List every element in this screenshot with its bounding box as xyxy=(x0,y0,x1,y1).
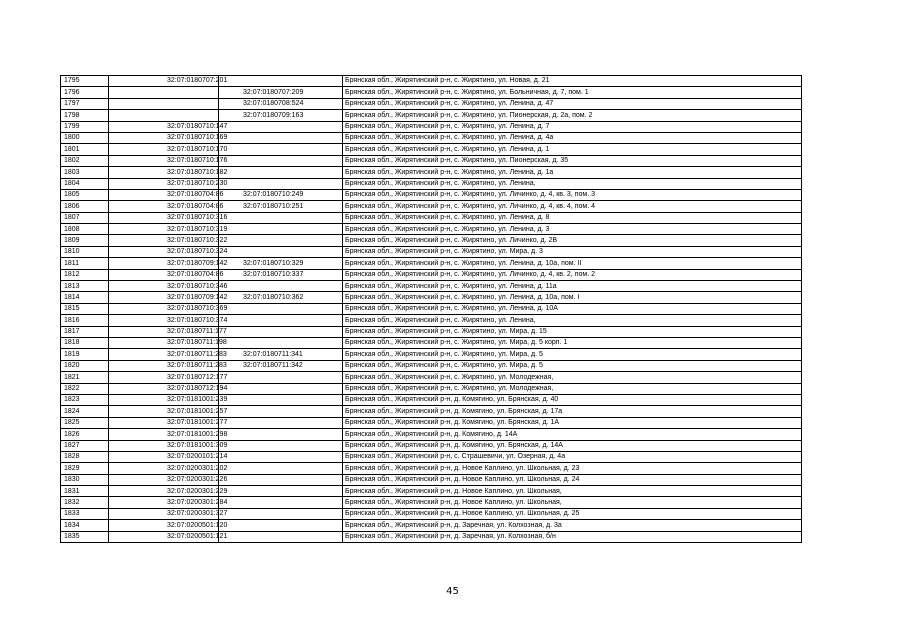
object-cadastral-number-cell: 32:07:0180710:249 xyxy=(219,189,343,200)
row-number-cell: 1825 xyxy=(61,417,109,428)
row-number-cell: 1797 xyxy=(61,98,109,109)
land-cadastral-number-cell: 32:07:0180710:176 xyxy=(109,155,219,166)
object-cadastral-number-cell xyxy=(219,520,343,531)
row-number-cell: 1818 xyxy=(61,337,109,348)
table-row xyxy=(61,497,802,508)
land-cadastral-number-cell: 32:07:0200301:327 xyxy=(109,508,219,519)
land-cadastral-number-cell: 32:07:0181001:239 xyxy=(109,394,219,405)
table-row xyxy=(61,144,802,155)
address-cell: Брянская обл., Жирятинский р-н, с. Жирятино, ул. Ленина, д. 1а xyxy=(343,167,802,178)
object-cadastral-number-cell: 32:07:0180711:341 xyxy=(219,349,343,360)
land-cadastral-number-cell: 32:07:0200101:214 xyxy=(109,451,219,462)
table-row xyxy=(61,520,802,531)
address-cell: Брянская обл., Жирятинский р-н, с. Жирятино, ул. Молодежная, xyxy=(343,383,802,394)
land-cadastral-number-cell: 32:07:0200501:120 xyxy=(109,520,219,531)
row-number-cell: 1812 xyxy=(61,269,109,280)
object-cadastral-number-cell: 32:07:0180710:337 xyxy=(219,269,343,280)
address-cell: Брянская обл., Жирятинский р-н, с. Жирятино, ул. Ленина, д. 11а xyxy=(343,281,802,292)
object-cadastral-number-cell xyxy=(219,212,343,223)
object-cadastral-number-cell xyxy=(219,155,343,166)
table-row xyxy=(61,235,802,246)
object-cadastral-number-cell xyxy=(219,372,343,383)
address-cell: Брянская обл., Жирятинский р-н, с. Жирятино, ул. Мира, д. 5 xyxy=(343,360,802,371)
row-number-cell: 1833 xyxy=(61,508,109,519)
land-cadastral-number-cell: 32:07:0180710:170 xyxy=(109,144,219,155)
table-row xyxy=(61,406,802,417)
row-number-cell: 1826 xyxy=(61,429,109,440)
table-row xyxy=(61,155,802,166)
table-row xyxy=(61,87,802,98)
table-row xyxy=(61,349,802,360)
land-cadastral-number-cell: 32:07:0180711:283 xyxy=(109,360,219,371)
land-cadastral-number-cell: 32:07:0180710:374 xyxy=(109,315,219,326)
address-cell: Брянская обл., Жирятинский р-н, с. Жирятино, ул. Ленина, д. 10а, пом. II xyxy=(343,258,802,269)
address-cell: Брянская обл., Жирятинский р-н, с. Жирятино, ул. Мира, д. 15 xyxy=(343,326,802,337)
row-number-cell: 1806 xyxy=(61,201,109,212)
table-row xyxy=(61,429,802,440)
address-cell: Брянская обл., Жирятинский р-н, с. Жирятино, ул. Мира, д. 3 xyxy=(343,246,802,257)
table-row xyxy=(61,383,802,394)
address-cell: Брянская обл., Жирятинский р-н, с. Жирятино, ул. Ленина, д. 3 xyxy=(343,224,802,235)
land-cadastral-number-cell: 32:07:0180710:182 xyxy=(109,167,219,178)
object-cadastral-number-cell xyxy=(219,167,343,178)
table-row xyxy=(61,178,802,189)
land-cadastral-number-cell: 32:07:0181001:277 xyxy=(109,417,219,428)
land-cadastral-number-cell: 32:07:0180710:322 xyxy=(109,235,219,246)
table-row xyxy=(61,531,802,542)
address-cell: Брянская обл., Жирятинский р-н, д. Комягино, ул. Брянская, д. 14А xyxy=(343,440,802,451)
land-cadastral-number-cell: 32:07:0180710:319 xyxy=(109,224,219,235)
address-cell: Брянская обл., Жирятинский р-н, д. Заречная, ул. Колхозная, д. 3а xyxy=(343,520,802,531)
object-cadastral-number-cell: 32:07:0180711:342 xyxy=(219,360,343,371)
row-number-cell: 1828 xyxy=(61,451,109,462)
table-row xyxy=(61,463,802,474)
table-row xyxy=(61,269,802,280)
address-cell: Брянская обл., Жирятинский р-н, с. Жирятино, ул. Ленина, д. 8 xyxy=(343,212,802,223)
address-cell: Брянская обл., Жирятинский р-н, с. Жирятино, ул. Ленина, д. 4а xyxy=(343,132,802,143)
table-row xyxy=(61,474,802,485)
row-number-cell: 1801 xyxy=(61,144,109,155)
object-cadastral-number-cell xyxy=(219,224,343,235)
table-row xyxy=(61,337,802,348)
address-cell: Брянская обл., Жирятинский р-н, с. Страшевичи, ул. Озерная, д. 4а xyxy=(343,451,802,462)
row-number-cell: 1821 xyxy=(61,372,109,383)
land-cadastral-number-cell: 32:07:0180710:316 xyxy=(109,212,219,223)
table-row xyxy=(61,315,802,326)
table-row xyxy=(61,121,802,132)
object-cadastral-number-cell xyxy=(219,406,343,417)
table-row xyxy=(61,110,802,121)
row-number-cell: 1815 xyxy=(61,303,109,314)
land-cadastral-number-cell: 32:07:0180709:142 xyxy=(109,292,219,303)
address-cell: Брянская обл., Жирятинский р-н, с. Жирятино, ул. Больничная, д. 7, пом. 1 xyxy=(343,87,802,98)
address-cell: Брянская обл., Жирятинский р-н, с. Жирятино, ул. Молодежная, xyxy=(343,372,802,383)
row-number-cell: 1813 xyxy=(61,281,109,292)
object-cadastral-number-cell xyxy=(219,326,343,337)
address-cell: Брянская обл., Жирятинский р-н, с. Жирятино, ул. Личинко, д. 2В xyxy=(343,235,802,246)
row-number-cell: 1808 xyxy=(61,224,109,235)
table-row xyxy=(61,201,802,212)
table-row xyxy=(61,246,802,257)
address-cell: Брянская обл., Жирятинский р-н, с. Жирятино, ул. Ленина, д. 10А xyxy=(343,303,802,314)
object-cadastral-number-cell xyxy=(219,235,343,246)
table-row xyxy=(61,303,802,314)
row-number-cell: 1809 xyxy=(61,235,109,246)
table-row xyxy=(61,360,802,371)
table-row xyxy=(61,132,802,143)
row-number-cell: 1814 xyxy=(61,292,109,303)
row-number-cell: 1799 xyxy=(61,121,109,132)
table-row xyxy=(61,417,802,428)
table-row xyxy=(61,292,802,303)
address-cell: Брянская обл., Жирятинский р-н, д. Новое Каплино, ул. Школьная, д. 23 xyxy=(343,463,802,474)
land-cadastral-number-cell: 32:07:0180712:177 xyxy=(109,372,219,383)
address-cell: Брянская обл., Жирятинский р-н, с. Жирятино, ул. Личинко, д. 4, кв. 2, пом. 2 xyxy=(343,269,802,280)
row-number-cell: 1835 xyxy=(61,531,109,542)
row-number-cell: 1800 xyxy=(61,132,109,143)
land-cadastral-number-cell xyxy=(109,110,219,121)
object-cadastral-number-cell xyxy=(219,440,343,451)
land-cadastral-number-cell: 32:07:0180707:201 xyxy=(109,76,219,87)
table-row xyxy=(61,440,802,451)
land-cadastral-number-cell: 32:07:0200501:121 xyxy=(109,531,219,542)
row-number-cell: 1795 xyxy=(61,76,109,87)
object-cadastral-number-cell xyxy=(219,417,343,428)
table-row xyxy=(61,189,802,200)
row-number-cell: 1832 xyxy=(61,497,109,508)
land-cadastral-number-cell: 32:07:0180712:194 xyxy=(109,383,219,394)
land-cadastral-number-cell: 32:07:0200301:202 xyxy=(109,463,219,474)
table-row xyxy=(61,372,802,383)
row-number-cell: 1803 xyxy=(61,167,109,178)
property-registry-table xyxy=(60,75,802,543)
table-row xyxy=(61,258,802,269)
object-cadastral-number-cell xyxy=(219,281,343,292)
land-cadastral-number-cell: 32:07:0181001:298 xyxy=(109,429,219,440)
table-row xyxy=(61,212,802,223)
object-cadastral-number-cell xyxy=(219,429,343,440)
land-cadastral-number-cell: 32:07:0180711:283 xyxy=(109,349,219,360)
address-cell: Брянская обл., Жирятинский р-н, д. Новое Каплино, ул. Школьная, xyxy=(343,497,802,508)
address-cell: Брянская обл., Жирятинский р-н, д. Новое Каплино, ул. Школьная, д. 25 xyxy=(343,508,802,519)
object-cadastral-number-cell xyxy=(219,486,343,497)
row-number-cell: 1823 xyxy=(61,394,109,405)
row-number-cell: 1802 xyxy=(61,155,109,166)
row-number-cell: 1810 xyxy=(61,246,109,257)
object-cadastral-number-cell xyxy=(219,463,343,474)
object-cadastral-number-cell xyxy=(219,394,343,405)
object-cadastral-number-cell xyxy=(219,531,343,542)
land-cadastral-number-cell: 32:07:0180710:346 xyxy=(109,281,219,292)
land-cadastral-number-cell: 32:07:0180711:177 xyxy=(109,326,219,337)
address-cell: Брянская обл., Жирятинский р-н, с. Жирятино, ул. Ленина, д. 10а, пом. I xyxy=(343,292,802,303)
land-cadastral-number-cell: 32:07:0180704:86 xyxy=(109,269,219,280)
table-row xyxy=(61,281,802,292)
land-cadastral-number-cell xyxy=(109,87,219,98)
page-number: 45 xyxy=(446,586,459,597)
row-number-cell: 1816 xyxy=(61,315,109,326)
object-cadastral-number-cell: 32:07:0180709:163 xyxy=(219,110,343,121)
object-cadastral-number-cell xyxy=(219,132,343,143)
object-cadastral-number-cell xyxy=(219,474,343,485)
land-cadastral-number-cell: 32:07:0180711:198 xyxy=(109,337,219,348)
row-number-cell: 1796 xyxy=(61,87,109,98)
row-number-cell: 1811 xyxy=(61,258,109,269)
land-cadastral-number-cell: 32:07:0180710:369 xyxy=(109,303,219,314)
address-cell: Брянская обл., Жирятинский р-н, с. Жирятино, ул. Мира, д. 5 корп. 1 xyxy=(343,337,802,348)
land-cadastral-number-cell: 32:07:0180704:86 xyxy=(109,189,219,200)
table-row xyxy=(61,326,802,337)
object-cadastral-number-cell xyxy=(219,383,343,394)
table-row xyxy=(61,486,802,497)
address-cell: Брянская обл., Жирятинский р-н, с. Жирятино, ул. Ленина, xyxy=(343,178,802,189)
row-number-cell: 1817 xyxy=(61,326,109,337)
object-cadastral-number-cell xyxy=(219,178,343,189)
land-cadastral-number-cell: 32:07:0180704:86 xyxy=(109,201,219,212)
table-row xyxy=(61,394,802,405)
address-cell: Брянская обл., Жирятинский р-н, с. Жирятино, ул. Новая, д. 21 xyxy=(343,76,802,87)
table-row xyxy=(61,508,802,519)
object-cadastral-number-cell xyxy=(219,451,343,462)
registry-table-body xyxy=(61,76,802,543)
address-cell: Брянская обл., Жирятинский р-н, д. Комягино, ул. Брянская, д. 17а xyxy=(343,406,802,417)
table-row xyxy=(61,224,802,235)
land-cadastral-number-cell: 32:07:0200301:284 xyxy=(109,497,219,508)
row-number-cell: 1830 xyxy=(61,474,109,485)
land-cadastral-number-cell: 32:07:0181001:257 xyxy=(109,406,219,417)
object-cadastral-number-cell xyxy=(219,303,343,314)
land-cadastral-number-cell: 32:07:0180709:142 xyxy=(109,258,219,269)
address-cell: Брянская обл., Жирятинский р-н, д. Комягино, ул. Брянская, д. 40 xyxy=(343,394,802,405)
address-cell: Брянская обл., Жирятинский р-н, с. Жирятино, ул. Пионерская, д. 2а, пом. 2 xyxy=(343,110,802,121)
object-cadastral-number-cell: 32:07:0180707:209 xyxy=(219,87,343,98)
address-cell: Брянская обл., Жирятинский р-н, с. Жирятино, ул. Ленина, д. 7 xyxy=(343,121,802,132)
row-number-cell: 1831 xyxy=(61,486,109,497)
address-cell: Брянская обл., Жирятинский р-н, с. Жирятино, ул. Ленина, д. 47 xyxy=(343,98,802,109)
land-cadastral-number-cell: 32:07:0181001:309 xyxy=(109,440,219,451)
land-cadastral-number-cell: 32:07:0200301:226 xyxy=(109,474,219,485)
row-number-cell: 1804 xyxy=(61,178,109,189)
row-number-cell: 1829 xyxy=(61,463,109,474)
address-cell: Брянская обл., Жирятинский р-н, с. Жирятино, ул. Ленина, д. 1 xyxy=(343,144,802,155)
row-number-cell: 1820 xyxy=(61,360,109,371)
address-cell: Брянская обл., Жирятинский р-н, д. Заречная, ул. Колхозная, б/н xyxy=(343,531,802,542)
address-cell: Брянская обл., Жирятинский р-н, д. Новое Каплино, ул. Школьная, xyxy=(343,486,802,497)
object-cadastral-number-cell xyxy=(219,315,343,326)
land-cadastral-number-cell: 32:07:0180710:324 xyxy=(109,246,219,257)
land-cadastral-number-cell: 32:07:0200301:229 xyxy=(109,486,219,497)
object-cadastral-number-cell xyxy=(219,497,343,508)
object-cadastral-number-cell xyxy=(219,144,343,155)
table-row xyxy=(61,167,802,178)
address-cell: Брянская обл., Жирятинский р-н, с. Жирятино, ул. Мира, д. 5 xyxy=(343,349,802,360)
row-number-cell: 1834 xyxy=(61,520,109,531)
address-cell: Брянская обл., Жирятинский р-н, с. Жирятино, ул. Личинко, д. 4, кв. 4, пом. 4 xyxy=(343,201,802,212)
object-cadastral-number-cell: 32:07:0180710:362 xyxy=(219,292,343,303)
land-cadastral-number-cell: 32:07:0180710:230 xyxy=(109,178,219,189)
address-cell: Брянская обл., Жирятинский р-н, д. Комягино, ул. Брянская, д. 1А xyxy=(343,417,802,428)
object-cadastral-number-cell: 32:07:0180708:524 xyxy=(219,98,343,109)
land-cadastral-number-cell: 32:07:0180710:147 xyxy=(109,121,219,132)
object-cadastral-number-cell xyxy=(219,508,343,519)
object-cadastral-number-cell xyxy=(219,121,343,132)
row-number-cell: 1805 xyxy=(61,189,109,200)
row-number-cell: 1827 xyxy=(61,440,109,451)
object-cadastral-number-cell: 32:07:0180710:329 xyxy=(219,258,343,269)
table-row xyxy=(61,76,802,87)
address-cell: Брянская обл., Жирятинский р-н, д. Комягино, д. 14А xyxy=(343,429,802,440)
row-number-cell: 1819 xyxy=(61,349,109,360)
address-cell: Брянская обл., Жирятинский р-н, с. Жирятино, ул. Пионерская, д. 35 xyxy=(343,155,802,166)
row-number-cell: 1807 xyxy=(61,212,109,223)
object-cadastral-number-cell: 32:07:0180710:251 xyxy=(219,201,343,212)
table-row xyxy=(61,451,802,462)
table-row xyxy=(61,98,802,109)
row-number-cell: 1798 xyxy=(61,110,109,121)
land-cadastral-number-cell xyxy=(109,98,219,109)
land-cadastral-number-cell: 32:07:0180710:169 xyxy=(109,132,219,143)
object-cadastral-number-cell xyxy=(219,246,343,257)
row-number-cell: 1824 xyxy=(61,406,109,417)
address-cell: Брянская обл., Жирятинский р-н, с. Жирятино, ул. Личинко, д. 4, кв. 3, пом. 3 xyxy=(343,189,802,200)
object-cadastral-number-cell xyxy=(219,76,343,87)
address-cell: Брянская обл., Жирятинский р-н, д. Новое Каплино, ул. Школьная, д. 24 xyxy=(343,474,802,485)
row-number-cell: 1822 xyxy=(61,383,109,394)
object-cadastral-number-cell xyxy=(219,337,343,348)
address-cell: Брянская обл., Жирятинский р-н, с. Жирятино, ул. Ленина, xyxy=(343,315,802,326)
